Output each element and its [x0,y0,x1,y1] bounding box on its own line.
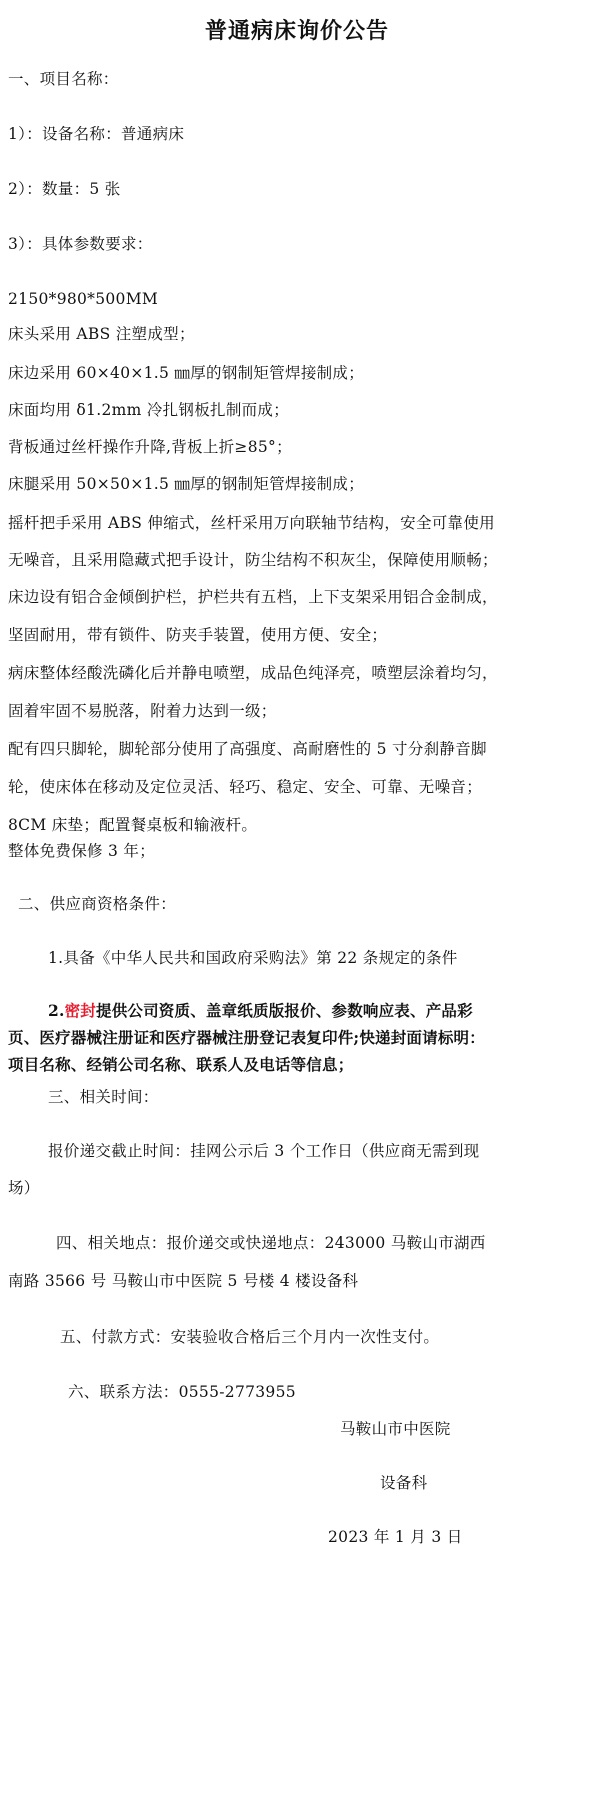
section1-heading: 一、项目名称： [8,70,119,88]
device-name: 1）：设备名称：普通病床 [8,125,185,143]
spec-line: 坚固耐用，带有锁件、防夹手装置，使用方便、安全； [8,626,388,644]
spec-requirements-heading: 3）：具体参数要求： [8,235,153,253]
spec-line: 床边设有铝合金倾倒护栏，护栏共有五档，上下支架采用铝合金制成， [8,588,498,606]
spec-line: 整体免费保修 3 年； [8,842,156,860]
spec-line: 床头采用 ABS 注塑成型； [8,325,195,343]
spec-line: 床面均用 δ1.2mm 冷扎钢板扎制而成； [8,401,290,419]
spec-line: 轮，使床体在移动及定位灵活、轻巧、稳定、安全、可靠、无噪音； [8,778,483,796]
device-quantity: 2）：数量：5 张 [8,180,121,198]
quote-deadline: 报价递交截止时间：挂网公示后 3 个工作日（供应商无需到现 [48,1142,480,1160]
spec-line: 摇杆把手采用 ABS 伸缩式，丝杆采用万向联轴节结构，安全可靠使用 [8,514,495,532]
spec-line: 床腿采用 50×50×1.5 ㎜厚的钢制矩管焊接制成； [8,475,365,493]
signature-dept: 设备科 [380,1474,428,1492]
spec-line: 固着牢固不易脱落，附着力达到一级； [8,702,277,720]
supplier-condition-2-cont: 项目名称、经销公司名称、联系人及电话等信息； [8,1055,354,1074]
spec-line: 配有四只脚轮，脚轮部分使用了高强度、高耐磨性的 5 寸分刹静音脚 [8,740,487,758]
spec-line: 床边采用 60×40×1.5 ㎜厚的钢制矩管焊接制成； [8,364,365,382]
section3-heading: 三、相关时间： [48,1088,159,1106]
spec-line: 背板通过丝杆操作升降,背板上折≥85°； [8,438,292,456]
supplier-condition-2-cont: 页、医疗器械注册证和医疗器械注册登记表复印件;快递封面请标明： [8,1028,485,1047]
section4-location-cont: 南路 3566 号 马鞍山市中医院 5 号楼 4 楼设备科 [8,1272,359,1290]
spec-line: 无噪音，且采用隐藏式把手设计，防尘结构不积灰尘，保障使用顺畅； [8,551,498,569]
quote-deadline-cont: 场） [8,1179,40,1197]
section2-heading: 二、供应商资格条件： [18,895,177,913]
condition-2-text: 提供公司资质、盖章纸质版报价、参数响应表、产品彩 [96,1001,473,1020]
spec-line: 8CM 床垫；配置餐桌板和输液杆。 [8,816,258,834]
spec-line: 病床整体经酸洗磷化后并静电喷塑，成品色纯泽亮，喷塑层涂着均匀， [8,664,498,682]
sealed-emphasis: 密封 [64,1001,96,1020]
signature-date: 2023 年 1 月 3 日 [328,1528,463,1546]
supplier-condition-1: 1.具备《中华人民共和国政府采购法》第 22 条规定的条件 [48,949,458,967]
page-title: 普通病床询价公告 [204,18,389,44]
supplier-condition-2 [48,1000,473,1022]
signature-org: 马鞍山市中医院 [340,1420,451,1438]
section6-contact: 六、联系方法：0555-2773955 [68,1383,296,1401]
section4-location: 四、相关地点：报价递交或快递地点：243000 马鞍山市湖西 [56,1234,486,1252]
condition-2-number: 2. [48,1001,65,1020]
section5-payment: 五、付款方式：安装验收合格后三个月内一次性支付。 [60,1328,440,1346]
spec-line: 2150*980*500MM [8,290,159,308]
